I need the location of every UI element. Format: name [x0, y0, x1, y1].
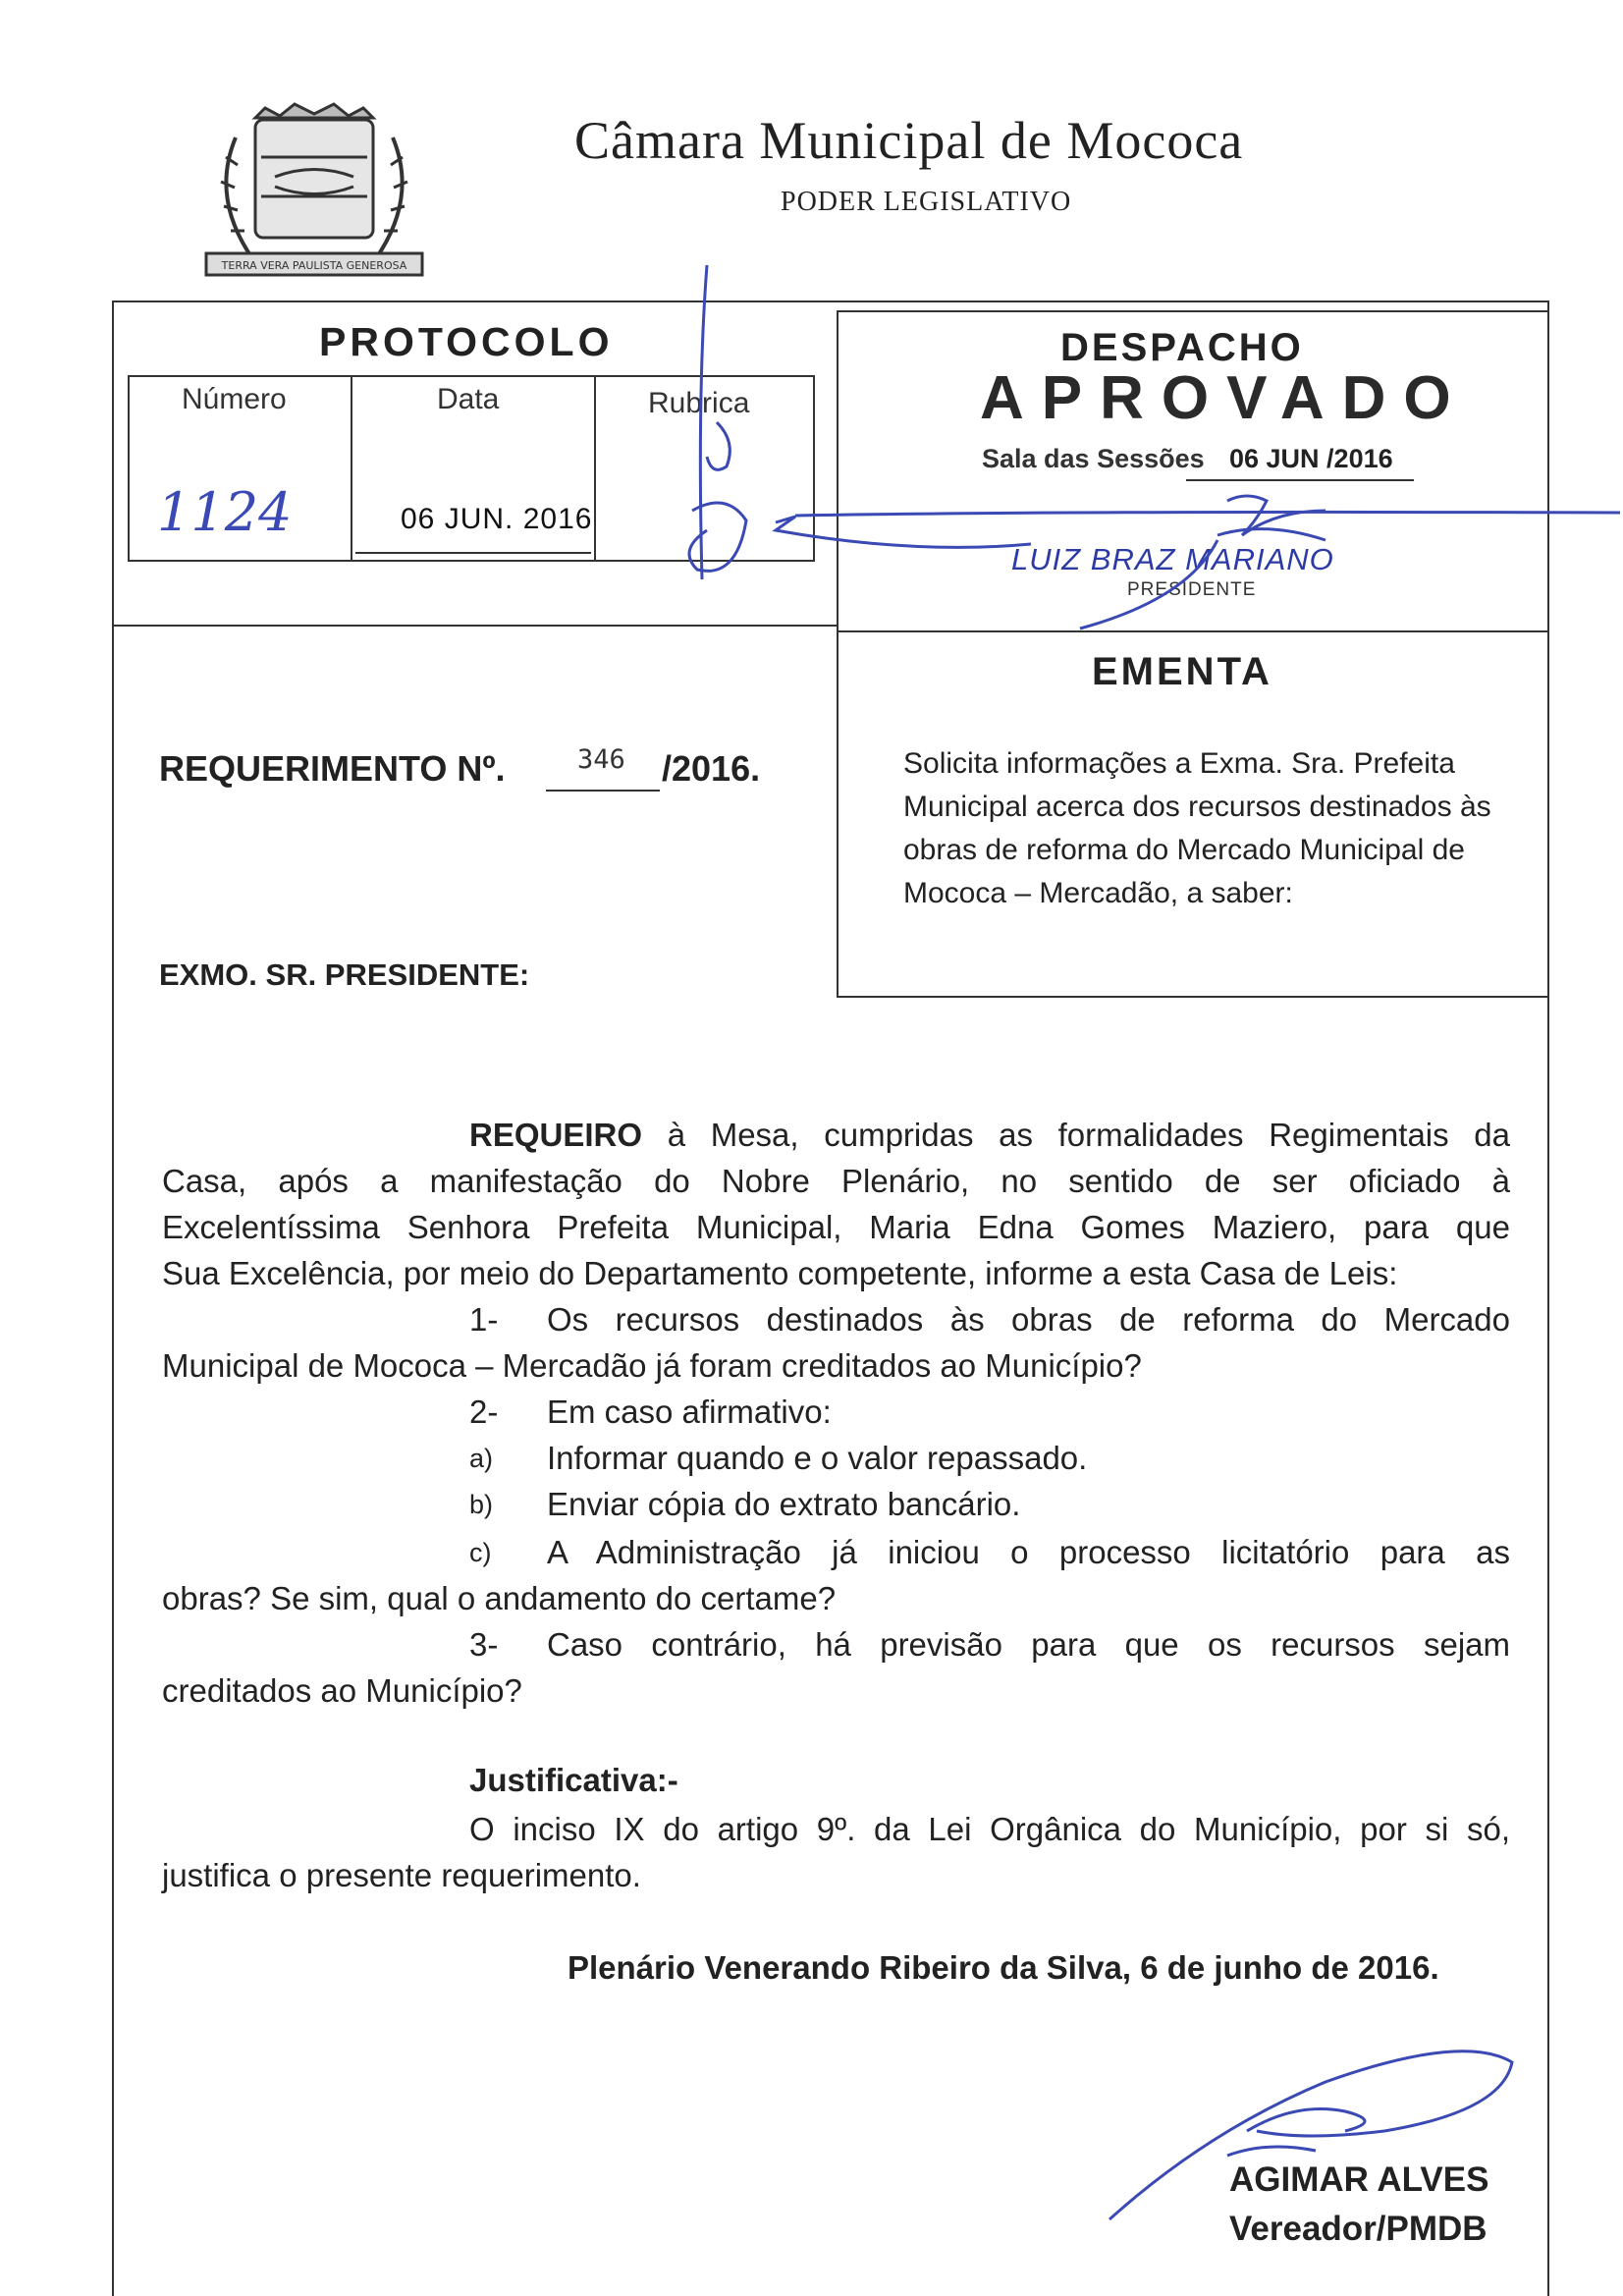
salutation: EXMO. SR. PRESIDENTE: [159, 957, 530, 992]
protocolo-header-data: Data [437, 383, 500, 415]
requerimento-year: /2016. [662, 748, 761, 789]
approved-stamp: APROVADO [980, 364, 1469, 432]
item-3-rest: creditados ao Município? [162, 1672, 522, 1709]
frame-left-border [112, 301, 114, 2296]
ementa-title: EMENTA [1092, 650, 1272, 693]
protocolo-data-underline [355, 552, 591, 554]
sub-item-c-first-line: A Administração já iniciou o processo licitatório para as [547, 1534, 1510, 1570]
body-intro-first-line [469, 1113, 1510, 1158]
organization-subtitle: PODER LEGISLATIVO [781, 187, 1072, 217]
item-1-number: 1- [469, 1301, 499, 1338]
requerimento-label: REQUERIMENTO Nº. [159, 748, 506, 789]
item-3-number: 3- [469, 1626, 499, 1663]
ementa-text: Solicita informações a Exma. Sra. Prefeita Municipal acerca dos recursos destinados às obras de reforma do Mercado Municipal de Mococa – Mercadão, a saber: [903, 747, 1491, 909]
despacho-title: DESPACHO [1060, 326, 1304, 369]
sub-item-c-letter: c) [469, 1538, 492, 1567]
sub-item-b-text: Enviar cópia do extrato bancário. [547, 1486, 1021, 1522]
protocolo-numero-value: 1124 [157, 481, 293, 543]
item-1-rest: Municipal de Mococa – Mercadão já foram creditados ao Município? [162, 1347, 1142, 1384]
sub-item-a-letter: a) [469, 1444, 494, 1473]
president-title: PRESIDENTE [1127, 579, 1257, 600]
signatory-title: Vereador/PMDB [1229, 2210, 1488, 2248]
municipal-crest-logo [196, 98, 432, 285]
president-name: LUIZ BRAZ MARIANO [1011, 542, 1334, 576]
requerimento-number: 346 [577, 744, 625, 775]
signatory-name: AGIMAR ALVES [1229, 2160, 1489, 2199]
body-intro-bold: REQUEIRO [469, 1117, 643, 1153]
sala-das-sessoes-label: Sala das Sessões [982, 444, 1205, 473]
sala-das-sessoes-date: 06 JUN /2016 [1229, 444, 1393, 473]
item-1-first-line: Os recursos destinados às obras de reforma do Mercado [547, 1301, 1510, 1338]
item-2-text: Em caso afirmativo: [547, 1394, 832, 1430]
protocolo-title: PROTOCOLO [319, 319, 614, 364]
closing-line: Plenário Venerando Ribeiro da Silva, 6 de junho de 2016. [568, 1949, 1439, 1986]
body-intro-line: Casa, após a manifestação do Nobre Plenário, no sentido de ser oficiado à [162, 1163, 1510, 1199]
protocolo-column-divider [351, 375, 352, 562]
vereador-signature-scribble [1090, 2023, 1561, 2249]
justificativa-title: Justificativa:- [469, 1762, 678, 1798]
sub-item-b-letter: b) [469, 1490, 494, 1519]
sub-item-c-rest: obras? Se sim, qual o andamento do certame? [162, 1580, 837, 1616]
protocolo-data-stamp: 06 JUN. 2016 [401, 503, 593, 535]
item-3-first-line: Caso contrário, há previsão para que os recursos sejam [547, 1626, 1510, 1663]
sub-item-a-text: Informar quando e o valor repassado. [547, 1440, 1088, 1476]
protocolo-column-divider [594, 375, 596, 562]
protocolo-header-numero: Número [182, 383, 287, 415]
president-signature-scribble [756, 481, 1623, 648]
justificativa-first-line: O inciso IX do artigo 9º. da Lei Orgânica do Município, por si só, [469, 1811, 1510, 1847]
body-intro-last-line: Sua Excelência, por meio do Departamento competente, informe a esta Casa de Leis: [162, 1255, 1398, 1291]
body-intro-line: Excelentíssima Senhora Prefeita Municipal, Maria Edna Gomes Maziero, para que [162, 1209, 1510, 1245]
requerimento-number-underline [546, 790, 660, 792]
organization-name: Câmara Municipal de Mococa [574, 111, 1244, 170]
item-2-number: 2- [469, 1394, 499, 1430]
justificativa-rest: justifica o presente requerimento. [162, 1857, 641, 1893]
body-intro-first-text: à Mesa, cumpridas as formalidades Regimentais da [642, 1117, 1510, 1153]
crest-banner-text: TERRA VERA PAULISTA GENEROSA [221, 259, 407, 272]
protocolo-header-rubrica: Rubrica [648, 387, 750, 419]
